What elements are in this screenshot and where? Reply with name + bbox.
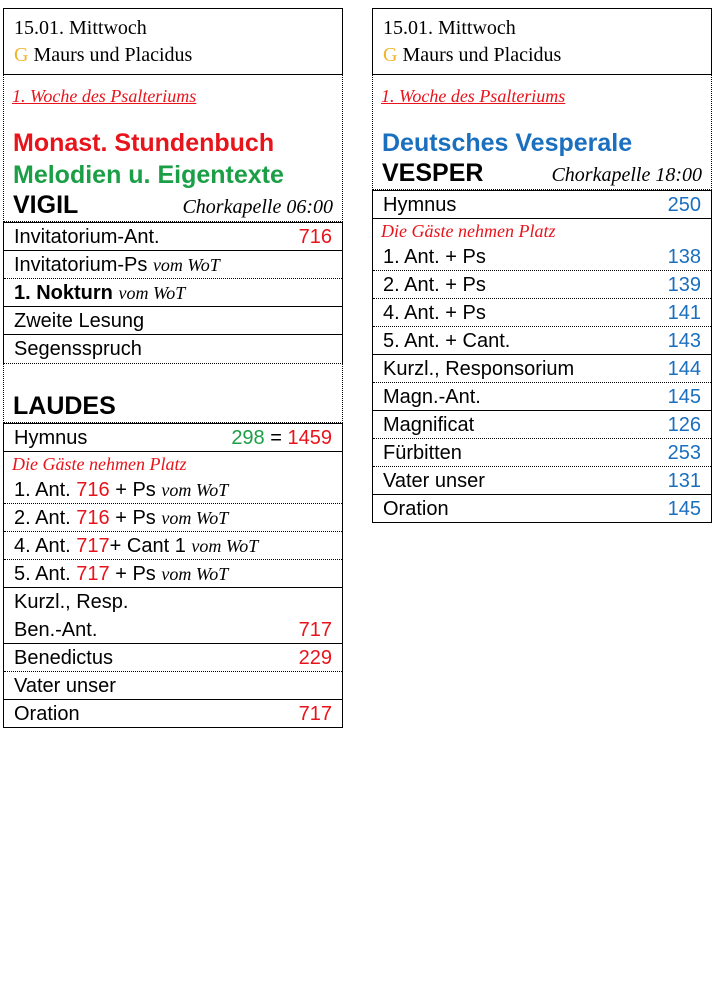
date-line: 15.01. Mittwoch: [383, 17, 516, 39]
right-column: [372, 8, 712, 523]
item-label: Invitatorium-Ant.: [14, 226, 160, 248]
list-item: [4, 279, 342, 307]
item-label: Hymnus: [14, 427, 88, 449]
item-label: Vater unser: [14, 675, 116, 697]
list-item: [4, 307, 342, 335]
page-number: 717: [298, 619, 332, 641]
list-item: Magn.-Ant. 145: [373, 383, 711, 411]
left-column: [3, 8, 343, 728]
list-item: 2. Ant. + Ps 139: [373, 271, 711, 299]
list-item: [4, 251, 342, 279]
item-label: Ben.-Ant.: [14, 619, 98, 641]
list-item: [4, 424, 342, 452]
item-label: Kurzl., Resp.: [14, 591, 129, 613]
book-title-1: Monast. Stundenbuch: [13, 129, 275, 157]
list-item: [4, 700, 342, 728]
feast-rank: G: [14, 44, 29, 66]
page-number: 229: [298, 647, 332, 669]
intro-block: [3, 75, 343, 222]
list-item: 4. Ant. + Ps 141: [373, 299, 711, 327]
item-label: 1. Nokturn vom WoT: [14, 282, 186, 304]
list-item: Kurzl., Responsorium 144: [373, 355, 711, 383]
guests-note: Die Gäste nehmen Platz: [12, 454, 187, 474]
list-item: Fürbitten 253: [373, 439, 711, 467]
list-item: Vater unser 131: [373, 467, 711, 495]
item-label: Benedictus: [14, 647, 113, 669]
vigil-time: Chorkapelle 06:00: [182, 196, 333, 218]
list-item: Magnificat 126: [373, 411, 711, 439]
feast-rank: G: [383, 44, 398, 66]
page-number: 250: [667, 194, 701, 216]
item-label: Zweite Lesung: [14, 310, 145, 332]
feast-line: [14, 42, 332, 69]
date-line: 15.01. Mittwoch: [14, 17, 147, 39]
vesper-list: [372, 190, 712, 523]
guests-note: Die Gäste nehmen Platz: [381, 221, 556, 241]
laudes-list: [3, 423, 343, 728]
list-item: [373, 191, 711, 219]
psalter-week: 1. Woche des Psalteriums: [381, 86, 566, 106]
psalter-week: 1. Woche des Psalteriums: [12, 86, 197, 106]
vigil-title: VIGIL: [13, 191, 79, 219]
list-item: Oration 145: [373, 495, 711, 523]
vigil-list: [3, 222, 343, 363]
list-item: [4, 223, 342, 251]
date-box: [3, 8, 343, 75]
item-label: Segensspruch: [14, 338, 142, 360]
page-number: 717: [298, 703, 332, 725]
laudes-header-block: [3, 363, 343, 423]
intro-block: [372, 75, 712, 190]
list-item: 2. Ant. 716 + Ps vom WoT: [4, 504, 342, 532]
feast-name: Maurs und Placidus: [33, 44, 193, 66]
page-number: 716: [298, 226, 332, 248]
list-item: 5. Ant. + Cant. 143: [373, 327, 711, 355]
list-item: [4, 588, 342, 616]
vesper-header: [373, 159, 711, 189]
book-title: Deutsches Vesperale: [382, 129, 633, 157]
item-label: Invitatorium-Ps vom WoT: [14, 254, 220, 276]
list-item: 1. Ant. + Ps 138: [373, 243, 711, 271]
list-item: [4, 644, 342, 672]
vesper-title: VESPER: [382, 159, 484, 187]
list-item: [4, 335, 342, 363]
vigil-header: [4, 191, 342, 221]
list-item: 5. Ant. 717 + Ps vom WoT: [4, 560, 342, 588]
list-item: 1. Ant. 716 + Ps vom WoT: [4, 476, 342, 504]
page-number: 298 = 1459: [231, 427, 332, 449]
list-item: 4. Ant. 717+ Cant 1 vom WoT: [4, 532, 342, 560]
vesper-time: Chorkapelle 18:00: [551, 164, 702, 186]
list-item: [4, 672, 342, 700]
book-title-2: Melodien u. Eigentexte: [13, 161, 284, 189]
list-item: [4, 616, 342, 644]
item-label: Hymnus: [383, 194, 457, 216]
date-box: [372, 8, 712, 75]
laudes-title: LAUDES: [13, 392, 116, 420]
feast-line: [383, 42, 701, 69]
feast-name: Maurs und Placidus: [402, 44, 562, 66]
item-label: Oration: [14, 703, 80, 725]
